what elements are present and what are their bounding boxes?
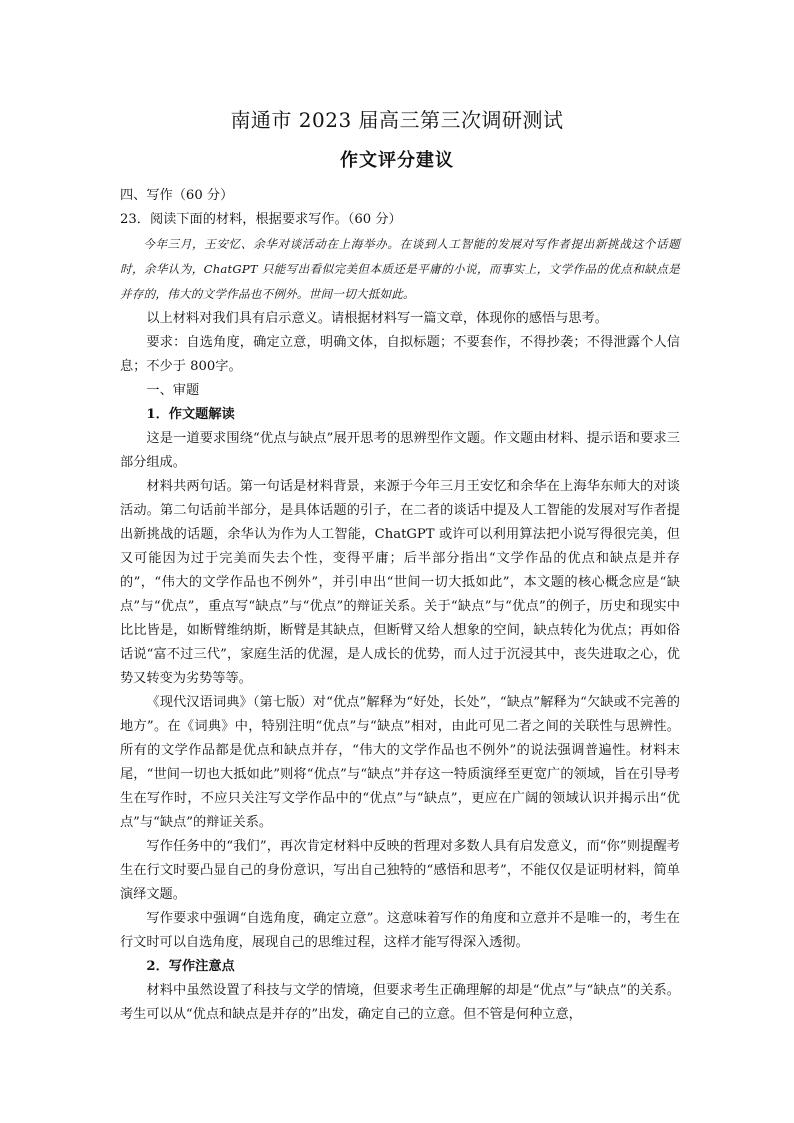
document-subtitle: 作文评分建议 (340, 150, 454, 171)
paragraph-5: 写作要求中强调“自选角度，确定立意”。这意味着写作的角度和立意并不是唯一的，考生在行文时可以自选角度，展现自己的思维过程，这样才能写得深入透彻。 (120, 911, 680, 950)
requirements-paragraph: 要求：自选角度，确定立意，明确文体，自拟标题；不要套作，不得抄袭；不得泄露个人信息；不少于 800字。 (120, 335, 680, 374)
prompt-paragraph: 以上材料对我们具有启示意义。请根据材料写一篇文章，体现你的感悟与思考。 (146, 311, 608, 326)
paragraph-6: 材料中虽然设置了科技与文学的情境，但要求考生正确理解的却是“优点”与“缺点”的关系。考生可以从“优点和缺点是并存的”出发，确定自己的立意。但不管是何种立意， (120, 983, 680, 1022)
section-heading: 四、写作（60 分） (120, 188, 234, 203)
document-title: 南通市 2023 届高三第三次调研测试 (230, 108, 564, 132)
part1-heading: 一、审题 (146, 383, 200, 398)
paragraph-1: 这是一道要求围绕“优点与缺点”展开思考的思辨型作文题。作文题由材料、提示语和要求三部分组成。 (120, 431, 680, 470)
document-body (120, 184, 680, 1027)
sub1-heading: 1．作文题解读 (146, 407, 235, 422)
sub2-heading: 2．写作注意点 (146, 959, 235, 974)
paragraph-2: 材料共两句话。第一句话是材料背景，来源于今年三月王安忆和余华在上海华东师大的对谈活动。第二句话前半部分，是具体话题的引子，在二者的谈话中提及人工智能的发展对写作者提出新挑战的话题，余华认为作为人工智能，ChatGPT 或许可以利用算法把小说写得很完美，但又可能因为过于完美而失去个性，变得平庸；后半部分指出“文学作品的优点和缺点是并存的”，“伟大的文学作品也不例外”，并引申出“世间一切大抵如此”，本文题的核心概念应是“缺点”与“优点”，重点写“缺点”与“优点”的辩证关系。关于“缺点”与“优点”的例子，历史和现实中比比皆是，如断臂维纳斯，断臂是其缺点，但断臂又给人想象的空间，缺点转化为优点；再如俗话说“富不过三代”，家庭生活的优渥，是人成长的优势，而人过于沉浸其中，丧失进取之心，优势又转变为劣势等等。 (120, 479, 680, 686)
paragraph-4: 写作任务中的“我们”，再次肯定材料中反映的哲理对多数人具有启发意义，而“你”则提醒考生在行文时要凸显自己的身份意识，写出自己独特的“感悟和思考”，不能仅仅是证明材料，简单演绎文题。 (120, 839, 680, 902)
material-paragraph: 今年三月，王安忆、余华对谈活动在上海举办。在谈到人工智能的发展对写作者提出新挑战这个话题时，余华认为，ChatGPT 只能写出看似完美但本质还是平庸的小说，而事实上，文学作品的优点和缺点是并存的，伟大的文学作品也不例外。世间一切大抵如此。 (120, 237, 680, 301)
paragraph-3: 《现代汉语词典》（第七版）对“优点”解释为“好处，长处”，“缺点”解释为“欠缺或不完善的地方”。在《词典》中，特别注明“优点”与“缺点”相对，由此可见二者之间的关联性与思辨性。所有的文学作品都是优点和缺点并存，“伟大的文学作品也不例外”的说法强调普遍性。材料末尾，“世间一切也大抵如此”则将“优点”与“缺点”并存这一特质演绎至更宽广的领域，旨在引导考生在写作时，不应只关注写文学作品中的“优点”与“缺点”，更应在广阔的领域认识并揭示出“优点”与“缺点”的辩证关系。 (120, 695, 680, 830)
question-line: 23．阅读下面的材料，根据要求写作。（60 分） (120, 212, 402, 227)
